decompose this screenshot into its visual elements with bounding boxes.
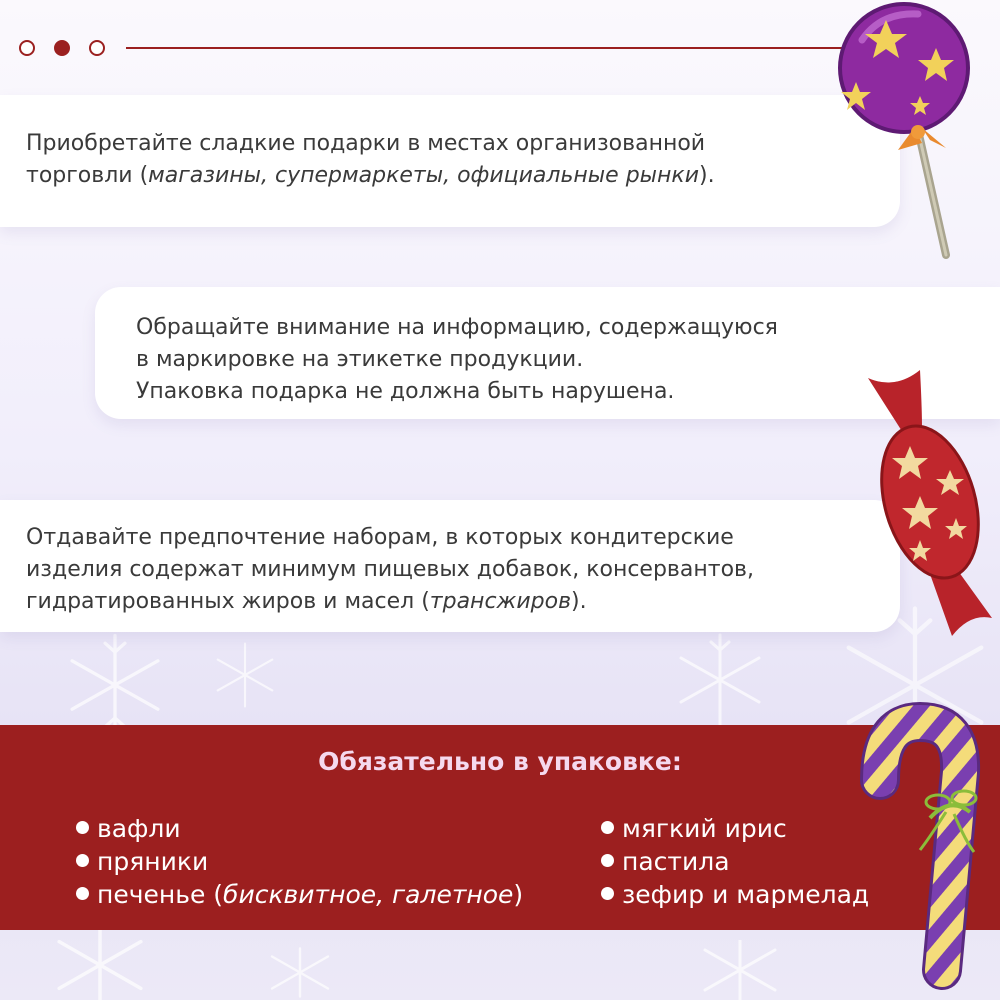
text-line bbox=[136, 344, 778, 376]
text-line bbox=[26, 160, 715, 192]
text-segment: изделия содержат минимум пищевых добавок, консервантов, bbox=[26, 557, 754, 582]
indicator-dot-3 bbox=[89, 40, 105, 56]
text-line bbox=[26, 586, 754, 618]
snowflake-icon bbox=[60, 630, 170, 740]
text-segment: в маркировке на этикетке продукции. bbox=[136, 347, 584, 372]
bullet-icon bbox=[601, 854, 614, 867]
text-segment: вафли bbox=[97, 814, 181, 843]
text-segment: Приобретайте сладкие подарки в местах организованной bbox=[26, 131, 706, 156]
text-segment: зефир и мармелад bbox=[622, 880, 870, 909]
snowflake-icon bbox=[40, 930, 160, 1000]
text-segment: Отдавайте предпочтение наборам, в которых кондитерские bbox=[26, 525, 734, 550]
info-card-1 bbox=[0, 95, 900, 227]
text-segment: Обращайте внимание на информацию, содержащуюся bbox=[136, 315, 778, 340]
text-segment: Упаковка подарка не должна быть нарушена. bbox=[136, 379, 675, 404]
text-segment: гидратированных жиров и масел ( bbox=[26, 589, 430, 614]
italic-text: магазины, супермаркеты, официальные рынки bbox=[148, 163, 699, 188]
package-list-item bbox=[601, 812, 869, 845]
text-line bbox=[26, 522, 754, 554]
package-list-item bbox=[76, 878, 523, 911]
text-segment: печенье ( bbox=[97, 880, 224, 909]
info-card-text bbox=[26, 522, 754, 618]
snowflake-icon bbox=[670, 630, 770, 730]
indicator-dot-2 bbox=[54, 40, 70, 56]
bullet-icon bbox=[76, 854, 89, 867]
package-title: Обязательно в упаковке: bbox=[318, 747, 682, 776]
snowflake-icon bbox=[690, 940, 790, 1000]
candy-cane-icon bbox=[850, 700, 990, 995]
lollipop-icon bbox=[826, 0, 976, 265]
text-segment: ) bbox=[513, 880, 524, 909]
text-line bbox=[26, 128, 715, 160]
text-line bbox=[136, 376, 778, 408]
wrapped-candy-icon bbox=[860, 368, 995, 640]
text-segment: пастила bbox=[622, 847, 730, 876]
package-list-left bbox=[76, 812, 523, 911]
package-list-item bbox=[76, 845, 523, 878]
text-segment: торговли ( bbox=[26, 163, 149, 188]
italic-text: трансжиров bbox=[429, 589, 572, 614]
bullet-icon bbox=[601, 821, 614, 834]
snowflake-icon bbox=[210, 640, 280, 710]
package-list-right bbox=[601, 812, 869, 911]
bullet-icon bbox=[601, 887, 614, 900]
text-segment: пряники bbox=[97, 847, 209, 876]
package-list-item bbox=[601, 878, 869, 911]
snowflake-icon bbox=[260, 945, 340, 1000]
info-card-3 bbox=[0, 500, 900, 632]
text-line bbox=[26, 554, 754, 586]
text-segment: ). bbox=[699, 163, 715, 188]
indicator-dot-1 bbox=[19, 40, 35, 56]
italic-text: бисквитное, галетное bbox=[223, 880, 514, 909]
text-segment: ). bbox=[571, 589, 587, 614]
info-card-text bbox=[136, 312, 778, 408]
info-card-text bbox=[26, 128, 715, 192]
text-line bbox=[136, 312, 778, 344]
bullet-icon bbox=[76, 887, 89, 900]
text-segment: мягкий ирис bbox=[622, 814, 787, 843]
package-list-item bbox=[76, 812, 523, 845]
package-list-item bbox=[601, 845, 869, 878]
bullet-icon bbox=[76, 821, 89, 834]
header-divider bbox=[126, 47, 886, 49]
